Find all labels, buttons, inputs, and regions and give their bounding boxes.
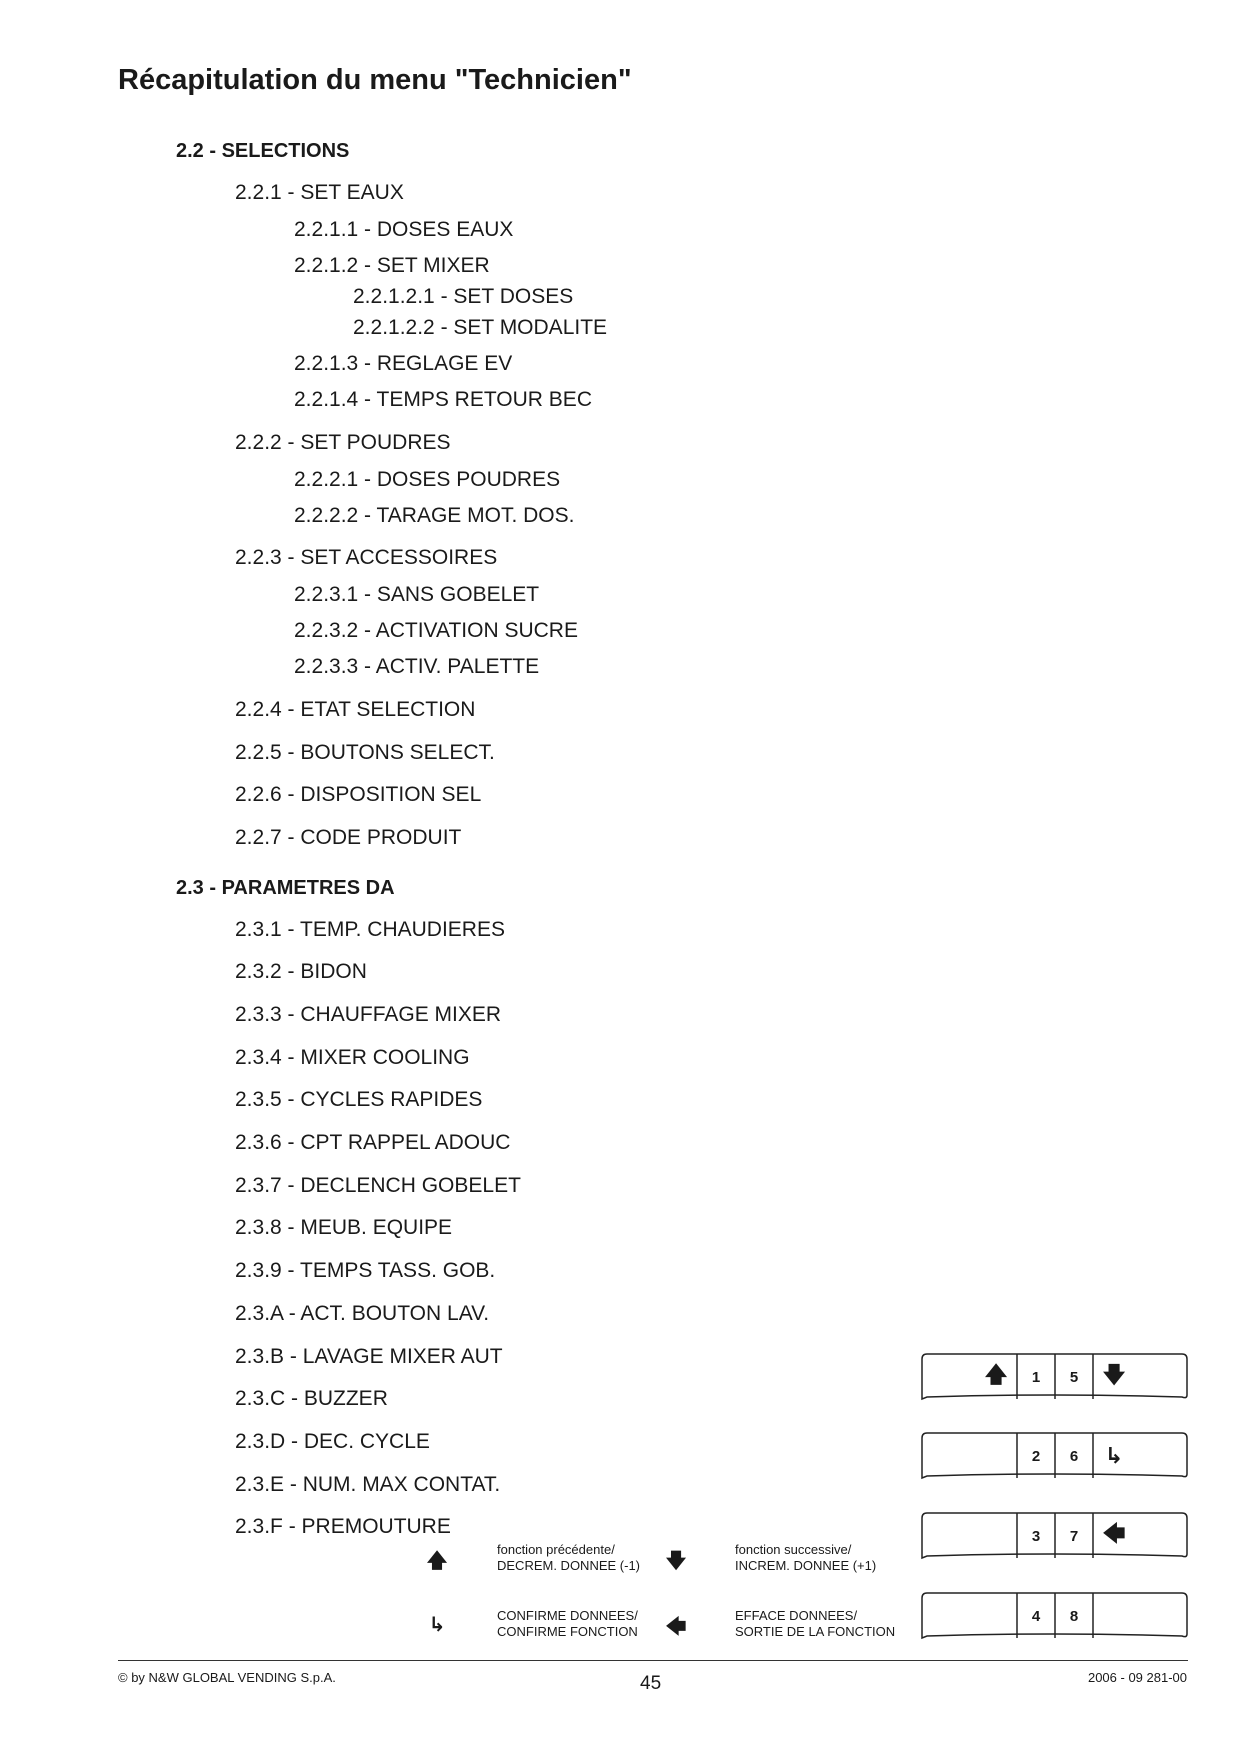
confirm-arrow-icon: ↳: [428, 1614, 446, 1636]
menu-item: 2.3.3 - CHAUFFAGE MIXER: [235, 1003, 502, 1026]
menu-item: 2.2.4 - ETAT SELECTION: [235, 698, 476, 721]
section-heading: 2.2 - SELECTIONS: [176, 140, 350, 162]
section-heading: 2.3 - PARAMETRES DA: [176, 877, 395, 899]
key-label: 5: [1069, 1368, 1079, 1386]
menu-item: 2.2.1.3 - REGLAGE EV: [294, 352, 513, 375]
menu-item: 2.2.1.2.2 - SET MODALITE: [353, 316, 608, 339]
menu-item: 2.2.1.1 - DOSES EAUX: [294, 218, 514, 241]
menu-item: 2.2.1.2.1 - SET DOSES: [353, 285, 574, 308]
menu-item: 2.2.3.2 - ACTIVATION SUCRE: [294, 619, 578, 642]
arrow-up-icon: 🡅: [426, 1550, 448, 1572]
key-label: 6: [1069, 1447, 1079, 1465]
key-label: 2: [1031, 1447, 1041, 1465]
menu-item: 2.2.3.3 - ACTIV. PALETTE: [294, 655, 540, 678]
menu-item: 2.2.2.1 - DOSES POUDRES: [294, 468, 561, 491]
arrow-left-icon: 🡄: [665, 1616, 687, 1638]
legend-text: EFFACE DONNEES/ SORTIE DE LA FONCTION: [735, 1608, 896, 1639]
menu-item: 2.3.6 - CPT RAPPEL ADOUC: [235, 1131, 511, 1154]
menu-item: 2.2.7 - CODE PRODUIT: [235, 826, 462, 849]
menu-item: 2.2.6 - DISPOSITION SEL: [235, 783, 482, 806]
menu-item: 2.3.9 - TEMPS TASS. GOB.: [235, 1259, 496, 1282]
key-label: 4: [1031, 1607, 1041, 1625]
key-label: 3: [1031, 1527, 1041, 1545]
menu-item: 2.3.A - ACT. BOUTON LAV.: [235, 1302, 490, 1325]
arrow-up-icon: 🡅: [984, 1362, 1008, 1387]
menu-item: 2.2.3.1 - SANS GOBELET: [294, 583, 540, 606]
keypad-diagram: [921, 1512, 1188, 1560]
legend-text: CONFIRME DONNEES/ CONFIRME FONCTION: [497, 1608, 638, 1639]
menu-item: 2.2.1.2 - SET MIXER: [294, 254, 490, 277]
keypad-diagram: [921, 1592, 1188, 1640]
key-label: 7: [1069, 1527, 1079, 1545]
confirm-arrow-icon: ↳: [1104, 1443, 1124, 1468]
menu-item: 2.2.3 - SET ACCESSOIRES: [235, 546, 498, 569]
menu-item: 2.3.8 - MEUB. EQUIPE: [235, 1216, 453, 1239]
footer-doc-code: 2006 - 09 281-00: [1087, 1670, 1187, 1685]
keypad-diagram: [921, 1432, 1188, 1480]
menu-item: 2.3.4 - MIXER COOLING: [235, 1046, 470, 1069]
menu-item: 2.3.C - BUZZER: [235, 1387, 388, 1410]
key-label: 8: [1069, 1607, 1079, 1625]
menu-item: 2.3.E - NUM. MAX CONTAT.: [235, 1473, 501, 1496]
arrow-down-icon: 🡇: [1102, 1362, 1126, 1387]
key-label: 1: [1031, 1368, 1041, 1386]
menu-item: 2.2.1.4 - TEMPS RETOUR BEC: [294, 388, 592, 411]
footer-divider: [118, 1660, 1188, 1661]
legend-text: fonction successive/ INCREM. DONNEE (+1): [735, 1542, 877, 1573]
page-number: 45: [640, 1673, 662, 1694]
menu-item: 2.3.F - PREMOUTURE: [235, 1515, 451, 1538]
menu-item: 2.3.1 - TEMP. CHAUDIERES: [235, 918, 505, 941]
menu-item: 2.3.5 - CYCLES RAPIDES: [235, 1088, 483, 1111]
menu-item: 2.2.2.2 - TARAGE MOT. DOS.: [294, 504, 575, 527]
arrow-down-icon: 🡇: [665, 1550, 687, 1572]
footer-copyright: © by N&W GLOBAL VENDING S.p.A.: [118, 1670, 336, 1685]
menu-item: 2.3.2 - BIDON: [235, 960, 367, 983]
menu-item: 2.2.5 - BOUTONS SELECT.: [235, 741, 495, 764]
menu-item: 2.3.7 - DECLENCH GOBELET: [235, 1174, 521, 1197]
arrow-left-icon: 🡄: [1102, 1521, 1126, 1546]
menu-item: 2.2.1 - SET EAUX: [235, 181, 404, 204]
menu-item: 2.3.B - LAVAGE MIXER AUT: [235, 1345, 503, 1368]
keypad-diagram: [921, 1353, 1188, 1401]
page-title: Récapitulation du menu "Technicien": [118, 64, 632, 96]
menu-item: 2.2.2 - SET POUDRES: [235, 431, 451, 454]
legend-text: fonction précédente/ DECREM. DONNEE (-1): [497, 1542, 641, 1573]
menu-item: 2.3.D - DEC. CYCLE: [235, 1430, 430, 1453]
